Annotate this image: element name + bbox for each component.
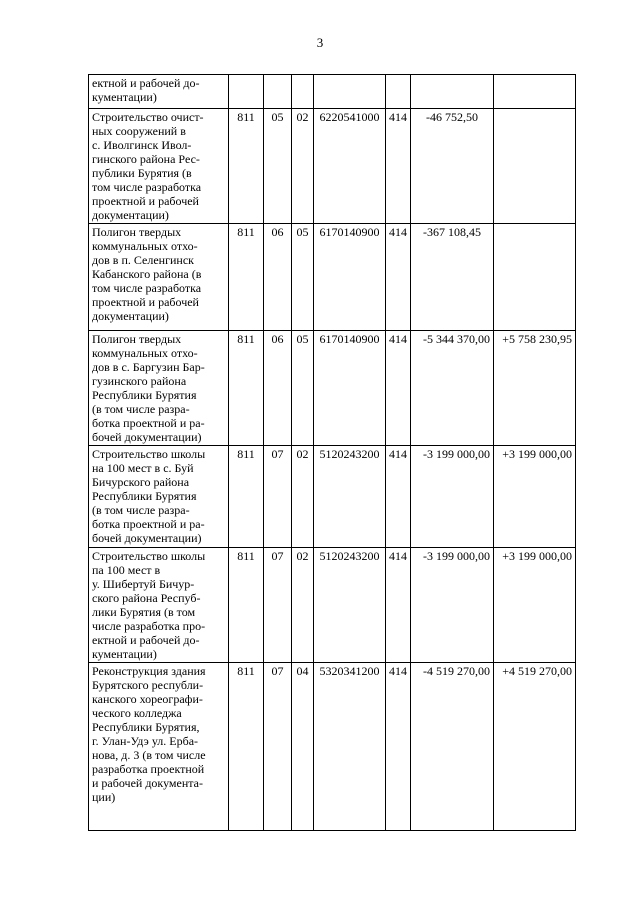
amount-change-2-cell — [494, 75, 576, 109]
object-name-line: документации) — [92, 309, 169, 323]
ministry-code-cell: 811 — [229, 446, 264, 548]
object-name-line: ческого колледжа — [92, 706, 182, 720]
amount-change-2-cell: +3 199 000,00 — [494, 548, 576, 663]
amount-change-2-cell: +3 199 000,00 — [494, 446, 576, 548]
target-article-cell: 5320341200 — [314, 663, 386, 831]
object-name-line: бочей документации) — [92, 531, 202, 545]
object-name-line: ботка проектной и ра- — [92, 416, 205, 430]
object-name-line: дов в п. Селенгинск — [92, 253, 194, 267]
target-article-cell: 6170140900 — [314, 331, 386, 446]
section-code-cell: 06 — [264, 224, 292, 331]
object-name-line: Республики Бурятия — [92, 388, 197, 402]
budget-table — [88, 74, 576, 831]
subsection-code-cell: 02 — [292, 548, 314, 663]
amount-change-2-cell — [494, 224, 576, 331]
subsection-code-cell: 05 — [292, 224, 314, 331]
table-row — [89, 548, 576, 663]
table-row — [89, 663, 576, 831]
subsection-code-cell: 05 — [292, 331, 314, 446]
object-name-line: и рабочей документа- — [92, 776, 203, 790]
object-name-line: лики Бурятия (в том — [92, 605, 196, 619]
object-name-cell — [89, 446, 229, 548]
object-name-line: с. Иволгинск Ивол- — [92, 138, 192, 152]
object-name-line: на 100 мест в с. Буй — [92, 461, 194, 475]
object-name-line: Строительство школы — [92, 447, 206, 461]
object-name-line: том числе разработка — [92, 281, 202, 295]
object-name-line: проектной и рабочей — [92, 194, 199, 208]
object-name-line: Бичурского района — [92, 475, 190, 489]
expense-type-cell: 414 — [386, 446, 411, 548]
object-name-line: нова, д. 3 (в том числе — [92, 748, 206, 762]
expense-type-cell: 414 — [386, 548, 411, 663]
object-name-line: ектной и рабочей до- — [92, 633, 200, 647]
expense-type-cell — [386, 75, 411, 109]
target-article-cell: 6170140900 — [314, 224, 386, 331]
subsection-code-cell — [292, 75, 314, 109]
object-name-line: проектной и рабочей — [92, 295, 199, 309]
object-name-cell — [89, 109, 229, 224]
section-code-cell: 07 — [264, 548, 292, 663]
amount-change-cell: -46 752,50 — [411, 109, 494, 224]
expense-type-cell: 414 — [386, 331, 411, 446]
object-name-cell — [89, 75, 229, 109]
object-name-line: Кабанского района (в — [92, 267, 202, 281]
object-name-line: Бурятского республи- — [92, 678, 204, 692]
amount-change-cell: -5 344 370,00 — [411, 331, 494, 446]
object-name-line: ектной и рабочей до- — [92, 76, 200, 90]
object-name-line: разработка проектной — [92, 762, 205, 776]
ministry-code-cell: 811 — [229, 224, 264, 331]
object-name-line: г. Улан-Удэ ул. Ерба- — [92, 734, 199, 748]
target-article-cell — [314, 75, 386, 109]
subsection-code-cell: 02 — [292, 446, 314, 548]
object-name-cell — [89, 663, 229, 831]
object-name-line: Полигон твердых — [92, 332, 182, 346]
subsection-code-cell: 04 — [292, 663, 314, 831]
ministry-code-cell — [229, 75, 264, 109]
ministry-code-cell: 811 — [229, 663, 264, 831]
ministry-code-cell: 811 — [229, 548, 264, 663]
object-name-line: канского хореографи- — [92, 692, 203, 706]
object-name-line: Строительство школы — [92, 549, 206, 563]
object-name-line: ции) — [92, 790, 116, 804]
object-name-line: публики Бурятия (в — [92, 166, 192, 180]
table-row — [89, 331, 576, 446]
section-code-cell: 07 — [264, 663, 292, 831]
amount-change-cell: -367 108,45 — [411, 224, 494, 331]
page-number: 3 — [316, 35, 324, 50]
amount-change-cell: -3 199 000,00 — [411, 446, 494, 548]
object-name-line: ботка проектной и ра- — [92, 517, 205, 531]
target-article-cell: 6220541000 — [314, 109, 386, 224]
object-name-line: гинского района Рес- — [92, 152, 200, 166]
expense-type-cell: 414 — [386, 663, 411, 831]
object-name-line: том числе разработка — [92, 180, 202, 194]
object-name-line: (в том числе разра- — [92, 503, 190, 517]
object-name-line: документации) — [92, 208, 169, 222]
table-row — [89, 109, 576, 224]
object-name-line: Реконструкция здания — [92, 664, 206, 678]
object-name-line: коммунальных отхо- — [92, 346, 198, 360]
object-name-line: па 100 мест в — [92, 563, 161, 577]
section-code-cell: 06 — [264, 331, 292, 446]
table-row — [89, 446, 576, 548]
object-name-line: бочей документации) — [92, 430, 202, 444]
table-row — [89, 224, 576, 331]
target-article-cell: 5120243200 — [314, 446, 386, 548]
section-code-cell — [264, 75, 292, 109]
ministry-code-cell: 811 — [229, 109, 264, 224]
ministry-code-cell: 811 — [229, 331, 264, 446]
object-name-cell — [89, 548, 229, 663]
object-name-line: кументации) — [92, 647, 157, 661]
object-name-line: кументации) — [92, 90, 157, 104]
target-article-cell: 5120243200 — [314, 548, 386, 663]
object-name-line: Полигон твердых — [92, 225, 182, 239]
expense-type-cell: 414 — [386, 224, 411, 331]
object-name-cell — [89, 331, 229, 446]
object-name-line: Строительство очист- — [92, 110, 204, 124]
amount-change-cell: -4 519 270,00 — [411, 663, 494, 831]
subsection-code-cell: 02 — [292, 109, 314, 224]
object-name-line: числе разработка про- — [92, 619, 206, 633]
amount-change-cell — [411, 75, 494, 109]
object-name-cell — [89, 224, 229, 331]
section-code-cell: 05 — [264, 109, 292, 224]
amount-change-2-cell: +5 758 230,95 — [494, 331, 576, 446]
object-name-line: гузинского района — [92, 374, 187, 388]
object-name-line: ных сооружений в — [92, 124, 186, 138]
amount-change-2-cell: +4 519 270,00 — [494, 663, 576, 831]
object-name-line: коммунальных отхо- — [92, 239, 198, 253]
section-code-cell: 07 — [264, 446, 292, 548]
table-row — [89, 75, 576, 109]
expense-type-cell: 414 — [386, 109, 411, 224]
object-name-line: (в том числе разра- — [92, 402, 190, 416]
amount-change-2-cell — [494, 109, 576, 224]
object-name-line: Республики Бурятия, — [92, 720, 200, 734]
object-name-line: Республики Бурятия — [92, 489, 197, 503]
object-name-line: дов в с. Баргузин Бар- — [92, 360, 205, 374]
object-name-line: у. Шибертуй Бичур- — [92, 577, 195, 591]
amount-change-cell: -3 199 000,00 — [411, 548, 494, 663]
object-name-line: ского района Респуб- — [92, 591, 201, 605]
